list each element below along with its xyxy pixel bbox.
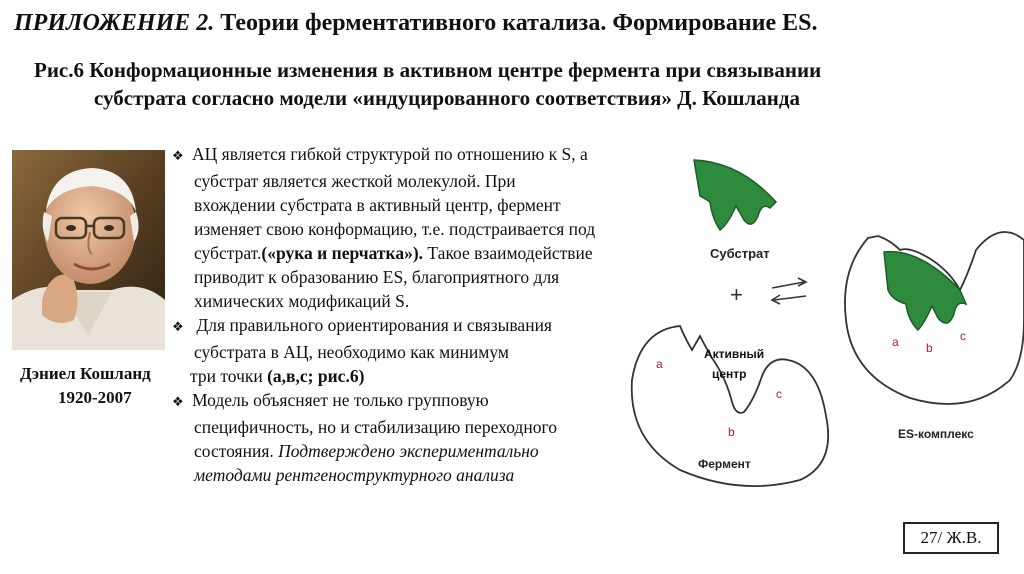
diamond-bullet-icon: ❖ xyxy=(172,395,184,410)
complex-site-c: c xyxy=(960,329,966,343)
caption-line-1: Рис.6 Конформационные изменения в активном центре фермента при связывании xyxy=(34,58,822,82)
bullet-2-line-3a: три точки xyxy=(190,366,268,386)
bullet-2-line-2: субстрата в АЦ, необходимо как минимум xyxy=(194,342,509,362)
bullet-1-line-1: АЦ является гибкой структурой по отношению к S, а xyxy=(192,144,588,164)
caption-line-2: субстрата согласно модели «индуцированного соответствия» Д. Кошланда xyxy=(94,86,800,110)
diamond-bullet-icon: ❖ xyxy=(172,320,184,335)
scientist-name: Дэниел Кошланд xyxy=(20,364,151,383)
enzyme-site-b: b xyxy=(728,425,735,439)
scientist-years: 1920-2007 xyxy=(58,388,132,407)
body-text xyxy=(172,142,692,487)
three-points-ref: (а,в,с; рис.6) xyxy=(267,366,365,386)
hand-glove-phrase: («рука и перчатка»). xyxy=(261,243,424,263)
slide-title xyxy=(14,10,817,37)
bullet-3-line-4: методами рентгеноструктурного анализа xyxy=(194,465,515,485)
bullet-1-line-5a: субстрат. xyxy=(194,243,262,263)
bullet-1-line-5c: Такое взаимодействие xyxy=(423,243,593,263)
portrait-drawing xyxy=(12,150,165,350)
page-number-box: 27/ Ж.В. xyxy=(903,522,999,554)
bullet-1-line-3: вхождении субстрата в активный центр, фермент xyxy=(194,195,561,215)
bullet-2-line-1: Для правильного ориентирования и связывания xyxy=(192,315,552,335)
figure-caption xyxy=(34,56,994,112)
active-center-label-2: центр xyxy=(712,367,747,381)
bullet-1-line-2: субстрат является жесткой молекулой. При xyxy=(194,171,516,191)
bullet-3-line-2: специфичность, но и стабилизацию переходного xyxy=(194,417,557,437)
substrate-shape xyxy=(694,160,776,230)
induced-fit-diagram xyxy=(620,140,1024,520)
bullet-1-line-7: химических модификаций S. xyxy=(194,291,410,311)
bullet-1-line-6: приводит к образованию ES, благоприятного для xyxy=(194,267,560,287)
substrate-label: Субстрат xyxy=(710,246,770,261)
bullet-3 xyxy=(172,388,692,487)
plus-sign: + xyxy=(730,282,743,307)
diagram-svg xyxy=(620,140,1024,520)
portrait-caption xyxy=(20,362,151,410)
bullet-3-line-3a: состояния. xyxy=(194,441,279,461)
bullet-1-line-4: изменяет свою конформацию, т.е. подстраивается под xyxy=(194,219,596,239)
bullet-3-line-1: Модель объясняет не только групповую xyxy=(192,390,489,410)
appendix-label: ПРИЛОЖЕНИЕ 2. xyxy=(14,10,215,36)
portrait-photo xyxy=(12,150,165,350)
title-text: Теории ферментативного катализа. Формирование ES. xyxy=(220,10,818,36)
enzyme-site-a: a xyxy=(656,357,663,371)
enzyme-label: Фермент xyxy=(698,457,751,471)
bullet-3-line-3b: Подтверждено экспериментально xyxy=(278,441,539,461)
bullet-1 xyxy=(172,142,692,313)
complex-site-b: b xyxy=(926,341,933,355)
equilibrium-arrows-icon xyxy=(772,278,806,304)
bullet-2 xyxy=(172,313,692,388)
complex-site-a: a xyxy=(892,335,899,349)
active-center-label-1: Активный xyxy=(704,347,765,361)
es-complex-shape xyxy=(845,232,1024,404)
diamond-bullet-icon: ❖ xyxy=(172,149,184,164)
enzyme-site-c: c xyxy=(776,387,782,401)
es-complex-label: ES-комплекс xyxy=(898,427,974,441)
